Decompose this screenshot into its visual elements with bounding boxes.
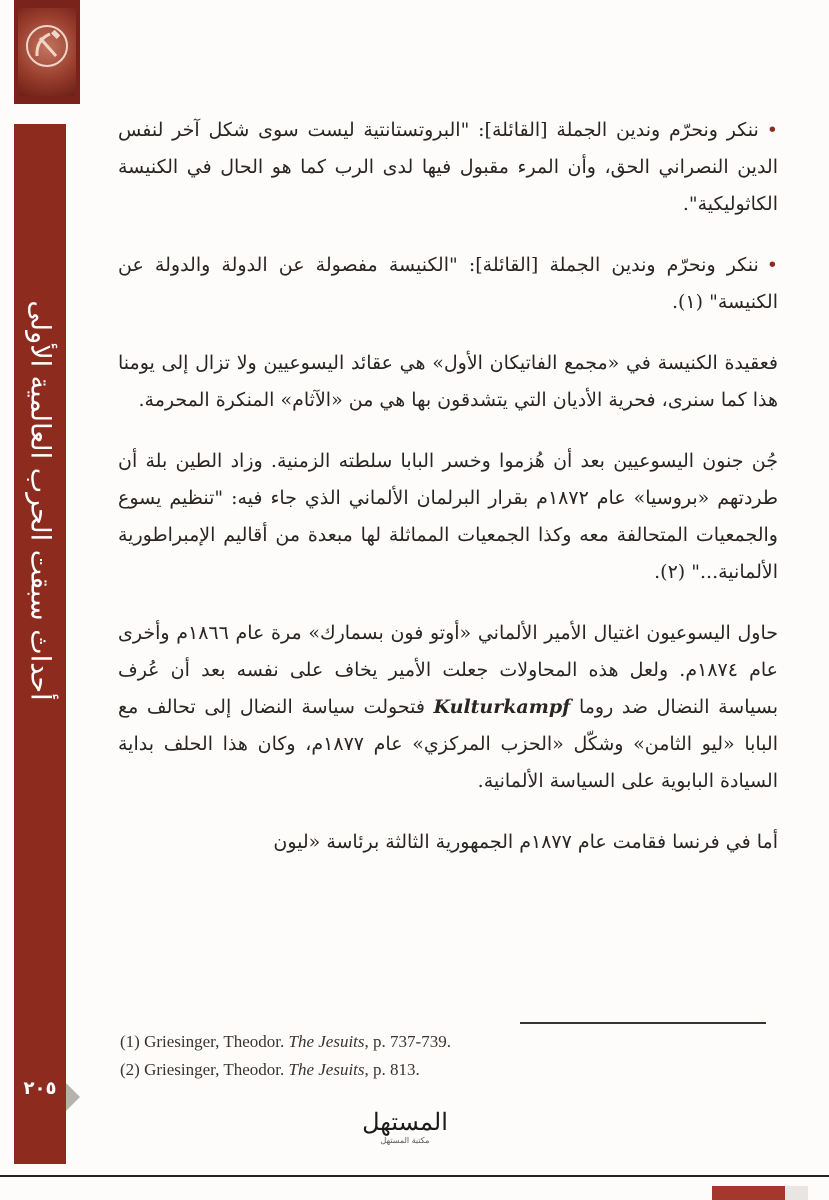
bullet-text-2: ننكر ونحرّم وندين الجملة [القائلة]: "الكنيسة مفصولة عن الدولة والدولة عن الكنيسة" (١). xyxy=(118,254,778,313)
footnotes xyxy=(120,1028,770,1084)
paragraph-4: أما في فرنسا فقامت عام ١٨٧٧م الجمهورية الثالثة برئاسة «ليون xyxy=(273,831,778,853)
watermark-text: المستهل xyxy=(362,1108,448,1136)
footnote-divider xyxy=(520,1022,766,1024)
bullet-text-1: ننكر ونحرّم وندين الجملة [القائلة]: "البروتستانتية ليست سوى شكل آخر لنفس الدين النصراني الحق، وأن المرء مقبول فيها لدى الرب كما هو الحال في الكنيسة الكاثوليكية". xyxy=(118,119,778,215)
footnote-1-pages: , p. 737-739. xyxy=(364,1032,451,1051)
bullet-paragraph-2 xyxy=(118,247,778,321)
hammer-sickle-icon xyxy=(22,18,72,78)
page-arrow-icon xyxy=(66,1083,80,1111)
bullet-dot-icon: • xyxy=(766,119,778,141)
bottom-tab-light xyxy=(785,1186,808,1200)
paragraph-3-part-a: حاول اليسوعيون اغتيال الأمير الألماني «أوتو فون بسمارك» مرة عام ١٨٦٦م وأخرى عام ١٨٧٤م. ولعل هذه المحاولات جعلت الأمير يخاف على نفسه بعد أن عُرف بسياسة النضال ضد روما xyxy=(118,622,778,718)
cover-emblem xyxy=(18,8,76,96)
footnote-2-pages: , p. 813. xyxy=(364,1060,420,1079)
footnote-2-author: (2) Griesinger, Theodor. xyxy=(120,1060,289,1079)
bullet-dot-icon: • xyxy=(766,254,778,276)
paragraph-3-part-b: فتحولت سياسة النضال إلى تحالف مع البابا «ليو الثامن» وشكّل «الحزب المركزي» عام ١٨٧٧م، وكان هذا الحلف بداية السيادة البابوية على السياسة الألمانية. xyxy=(118,696,778,792)
paragraph-2: جُن جنون اليسوعيين بعد أن هُزموا وخسر البابا سلطته الزمنية. وزاد الطين بلة أن طردتهم «بروسيا» عام ١٨٧٢م بقرار البرلمان الألماني الذي جاء فيه: "تنظيم يسوع والجمعيات المتحالفة معه وكذا الجمعيات المماثلة لها مبعدة من أقاليم الإمبراطورية الألمانية..." (٢). xyxy=(118,450,779,583)
footnote-1 xyxy=(120,1028,770,1056)
footnote-2-title: The Jesuits xyxy=(288,1060,365,1079)
paragraph-1: فعقيدة الكنيسة في «مجمع الفاتيكان الأول» هي عقائد اليسوعيين ولا تزال إلى يومنا هذا كما سنرى، فحرية الأديان التي يتشدقون بها هي من «الآثام» المنكرة المحرمة. xyxy=(118,352,778,411)
bottom-divider xyxy=(0,1175,829,1177)
page-number: ٢٠٥ xyxy=(23,1078,57,1099)
footnote-1-title: The Jesuits xyxy=(288,1032,365,1051)
bullet-paragraph-1 xyxy=(118,112,778,223)
book-title-vertical xyxy=(14,150,66,850)
main-text xyxy=(118,112,778,885)
watermark-subtext: مكتبة المستهل xyxy=(380,1136,430,1145)
watermark-logo xyxy=(355,1108,455,1158)
kulturkampf-term: Kulturkampf xyxy=(433,696,571,718)
paragraph-3 xyxy=(118,615,778,800)
footnote-1-author: (1) Griesinger, Theodor. xyxy=(120,1032,289,1051)
footnote-2 xyxy=(120,1056,770,1084)
book-title: أحداث سبقت الحرب العالمية الأولى xyxy=(24,299,56,701)
